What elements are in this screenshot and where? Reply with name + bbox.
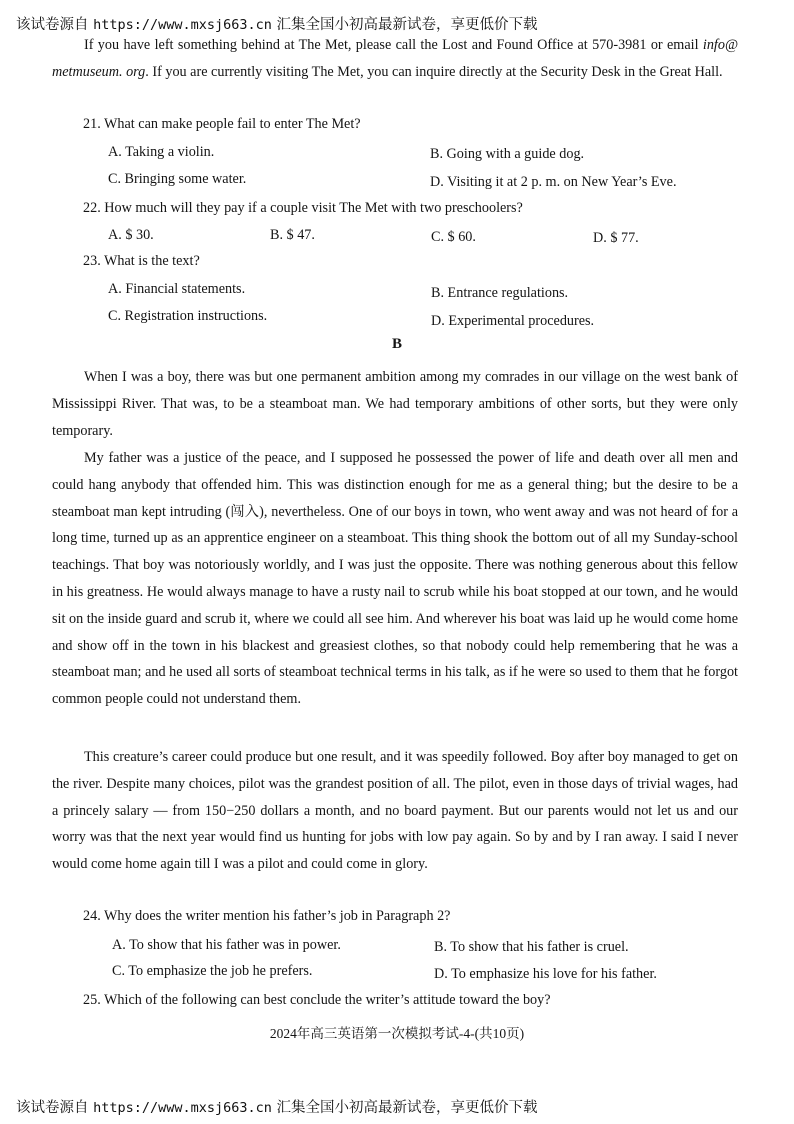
intro-email: info@ metmuseum. org [52,37,738,80]
question-22-option-c[interactable]: C. $ 60. [431,229,476,245]
section-b-paragraph-2: My father was a justice of the peace, and I supposed he possessed the power of life and death over all men and could hang anybody that offended him. This was distinction enough for me as a general thing; but the desire to be a steamboat man kept intruding (闯入), nevertheless. One of our boys in town, who went away and was not heard of for a long time, turned up as an apprentice engineer on a steamboat. This thing shook the bottom out of all my Sunday-school teachings. That boy was notoriously worldly, and I was just the opposite. There was nothing generous about this fellow in his greatness. He would always manage to have a rusty nail to scrub while his boat stopped at our town, and he would sit on the inside guard and scrub it, where we could all see him. And wherever his boat was laid up he would come home and show off in the town in his blackest and greasiest clothes, so that nobody could help remembering that he was a steamboat man; and he used all sorts of steamboat technical terms in his talk, as if he were so used to them that he forgot common people could not understand them. [52,450,738,708]
question-24-option-a[interactable]: A. To show that his father was in power. [112,937,341,953]
question-21-option-d[interactable]: D. Visiting it at 2 p. m. on New Year’s Eve. [430,174,677,190]
intro-part1: If you have left something behind at The Met, please call the Lost and Found Office at 570-3981 or email [84,37,703,53]
question-23-stem: 23. What is the text? [83,253,200,269]
banner-url[interactable]: https://www.mxsj663.cn [93,17,272,33]
question-22-stem: 22. How much will they pay if a couple visit The Met with two preschoolers? [83,200,523,216]
banner-prefix: 该试卷源自 [16,17,89,33]
question-24-option-b[interactable]: B. To show that his father is cruel. [434,939,629,955]
intro-part2: . If you are currently visiting The Met, you can inquire directly at the Security Desk in the Great Hall. [145,63,723,80]
question-21-option-b[interactable]: B. Going with a guide dog. [430,146,585,162]
question-21-option-c[interactable]: C. Bringing some water. [108,171,247,187]
banner-prefix: 该试卷源自 [16,1100,89,1116]
page-footer: 2024年高三英语第一次模拟考试-4-(共10页) [269,1026,525,1041]
question-22-option-b[interactable]: B. $ 47. [270,227,315,243]
question-25-stem: 25. Which of the following can best conclude the writer’s attitude toward the boy? [83,992,551,1008]
section-b-paragraph-1: When I was a boy, there was but one permanent ambition among my comrades in our village on the west bank of Mississippi River. That was, to be a steamboat man. We had temporary ambitions of other sorts, but they were only temporary. [52,369,738,439]
question-24-option-d[interactable]: D. To emphasize his love for his father. [434,966,657,982]
banner-suffix: 汇集全国小初高最新试卷，享更低价下载 [276,17,538,33]
section-b-paragraph-3: This creature’s career could produce but one result, and it was speedily followed. Boy after boy managed to get on the river. Despite many choices, pilot was the grandest position of all. The pilot, even in those days of trivial wages, had a princely salary — from 150−250 dollars a month, and no board payment. But our parents would not let us and our worry was that the next year would find us hunting for jobs with low pay again. So by and by I ran away. I said I never would come home again till I was a pilot and could come in glory. [52,749,738,873]
question-23-option-b[interactable]: B. Entrance regulations. [431,285,569,301]
banner-url[interactable]: https://www.mxsj663.cn [93,1100,272,1116]
question-24-option-c[interactable]: C. To emphasize the job he prefers. [112,963,313,979]
question-23-option-a[interactable]: A. Financial statements. [108,281,246,297]
question-22-option-a[interactable]: A. $ 30. [108,227,154,243]
question-24-stem: 24. Why does the writer mention his father’s job in Paragraph 2? [83,908,451,924]
question-22-option-d[interactable]: D. $ 77. [593,230,639,246]
section-b-title: B [391,336,402,352]
source-banner-bottom [16,1096,538,1117]
banner-suffix: 汇集全国小初高最新试卷，享更低价下载 [276,1100,538,1116]
question-21-stem: 21. What can make people fail to enter The Met? [83,116,361,132]
question-23-option-d[interactable]: D. Experimental procedures. [431,313,595,329]
intro-paragraph [52,32,738,86]
question-23-option-c[interactable]: C. Registration instructions. [108,308,268,324]
question-21-option-a[interactable]: A. Taking a violin. [108,144,215,160]
source-banner-top [16,13,538,34]
